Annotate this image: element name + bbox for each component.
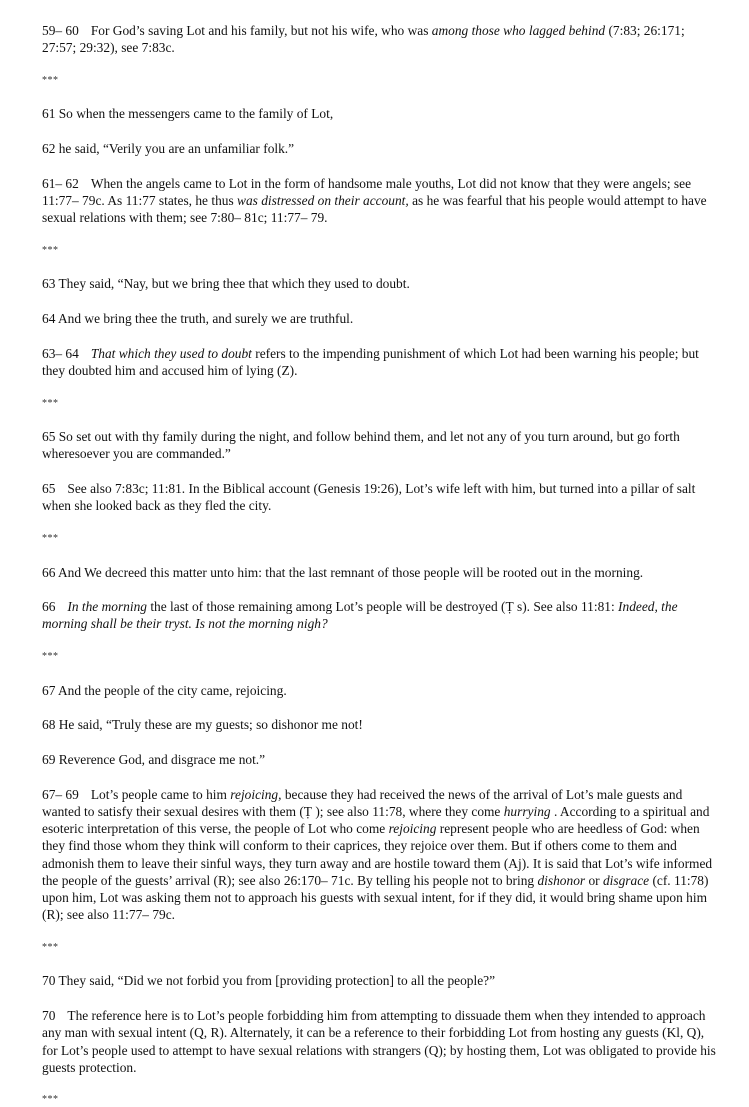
commentary-text: When the angels came to Lot in the form of handsome male youths, Lot did not know that they were angels; see 11:77– 79c. As 11:77 states, he thus: [42, 175, 692, 209]
commentary-text: (7:83; 26:171; 27:57; 29:32), see 7:83c.: [42, 23, 685, 56]
commentary-text: (cf. 11:78) upon him, Lot was asking them not to approach his guests with sexual intent, for if they did, it would bring shame upon him (R); see also 11:77– 79c.: [42, 872, 709, 923]
verse-reference: 59– 60: [42, 23, 79, 38]
commentary-text: See also 7:83c; 11:81. In the Biblical account (Genesis 19:26), Lot’s wife left with him, but turned into a pillar of salt when she looked back as they fled the city.: [42, 481, 696, 514]
verse-reference: 66: [42, 599, 56, 615]
italic-quote: That which they used to doubt: [90, 345, 252, 361]
italic-quote: Indeed, the morning shall be their tryst. Is not the morning nigh?: [42, 599, 678, 632]
verse-reference: 65: [42, 481, 56, 497]
verse-text: 69 Reverence God, and disgrace me not.”: [42, 752, 266, 768]
italic-quote: rejoicing,: [230, 786, 282, 802]
verse-text: 68 He said, “Truly these are my guests; so dishonor me not!: [42, 717, 363, 733]
verse-reference: 67– 69: [42, 786, 79, 802]
commentary-paragraph: [42, 1007, 719, 1076]
commentary-text: Lot’s people came to him: [90, 786, 231, 802]
verse-reference: 70: [42, 1008, 56, 1024]
commentary-paragraph: [42, 598, 719, 632]
commentary-text: refers to the impending punishment of which Lot had been warning his people; but they doubted him and accused him of lying (Z).: [42, 345, 699, 379]
commentary-text: . According to a spiritual and esoteric interpretation of this verse, the people of Lot who come: [42, 803, 710, 837]
italic-quote: dishonor: [537, 872, 586, 888]
verse-text: 63 They said, “Nay, but we bring thee that which they used to doubt.: [42, 276, 410, 292]
commentary-text: as he was fearful that his people would attempt to have sexual relations with them; see 7:80– 81c; 11:77– 79.: [42, 193, 707, 226]
commentary-paragraph: [42, 480, 719, 514]
section-separator: ***: [42, 941, 59, 953]
verse-text: 62 he said, “Verily you are an unfamiliar folk.”: [42, 141, 295, 157]
verse-text: 67 And the people of the city came, rejoicing.: [42, 682, 287, 698]
verse-text: 64 And we bring thee the truth, and surely we are truthful.: [42, 311, 354, 327]
commentary-text: represent people who are heedless of God: when they find those whom they think will conform to their caprices, they rejoice over them. But if others come to them and admonish them to leave their sinful ways, they turn away and are hostile toward them (Aj). It is said that Lot’s wife informed the people of the guests’ arrival (R); see also 26:170– 71c. By telling his people not to bring: [42, 821, 713, 888]
italic-quote: hurrying: [503, 803, 551, 819]
verse-text: 61 So when the messengers came to the family of Lot,: [42, 106, 334, 122]
section-separator: ***: [42, 533, 59, 545]
commentary-paragraph: [42, 22, 719, 56]
italic-quote: among those who lagged behind: [431, 23, 606, 38]
italic-quote: was distressed on their account,: [237, 193, 409, 209]
italic-quote: disgrace: [602, 872, 650, 888]
commentary-paragraph: [42, 786, 719, 924]
section-separator: ***: [42, 397, 59, 409]
verse-text: 70 They said, “Did we not forbid you from [providing protection] to all the people?”: [42, 973, 496, 989]
section-separator: ***: [42, 244, 59, 256]
commentary-text: For God’s saving Lot and his family, but not his wife, who was: [90, 23, 432, 38]
verse-reference: 61– 62: [42, 175, 79, 191]
section-separator: ***: [42, 1094, 59, 1106]
italic-quote: In the morning: [67, 599, 147, 615]
section-separator: ***: [42, 651, 59, 663]
verse-reference: 63– 64: [42, 345, 79, 361]
verse-text: 66 And We decreed this matter unto him: that the last remnant of those people will be rooted out in the morning.: [42, 564, 644, 580]
commentary-text: or: [585, 872, 603, 888]
verse-text: 65 So set out with thy family during the night, and follow behind them, and let not any of you turn around, but go forth wheresoever you are commanded.”: [42, 429, 680, 462]
commentary-text: The reference here is to Lot’s people forbidding him from attempting to dissuade them when they intended to approach any man with sexual intent (Q, R). Alternately, it can be a reference to their forbidding Lot from hosting any guests (Kl, Q), for Lot’s people used to attempt to have sexual relations with strangers (Q); by hosting them, Lot was obligated to provide his guests protection.: [42, 1008, 716, 1075]
commentary-text: because they had received the news of the arrival of Lot’s male guests and wanted to satisfy their sexual desires with them (Ṭ ); see also 11:78, where they come: [42, 786, 683, 819]
commentary-paragraph: [42, 175, 719, 227]
section-separator: ***: [42, 74, 59, 86]
italic-quote: rejoicing: [388, 821, 437, 837]
commentary-text: the last of those remaining among Lot’s people will be destroyed (Ṭ s). See also 11:81:: [146, 599, 619, 615]
commentary-paragraph: [42, 345, 719, 379]
